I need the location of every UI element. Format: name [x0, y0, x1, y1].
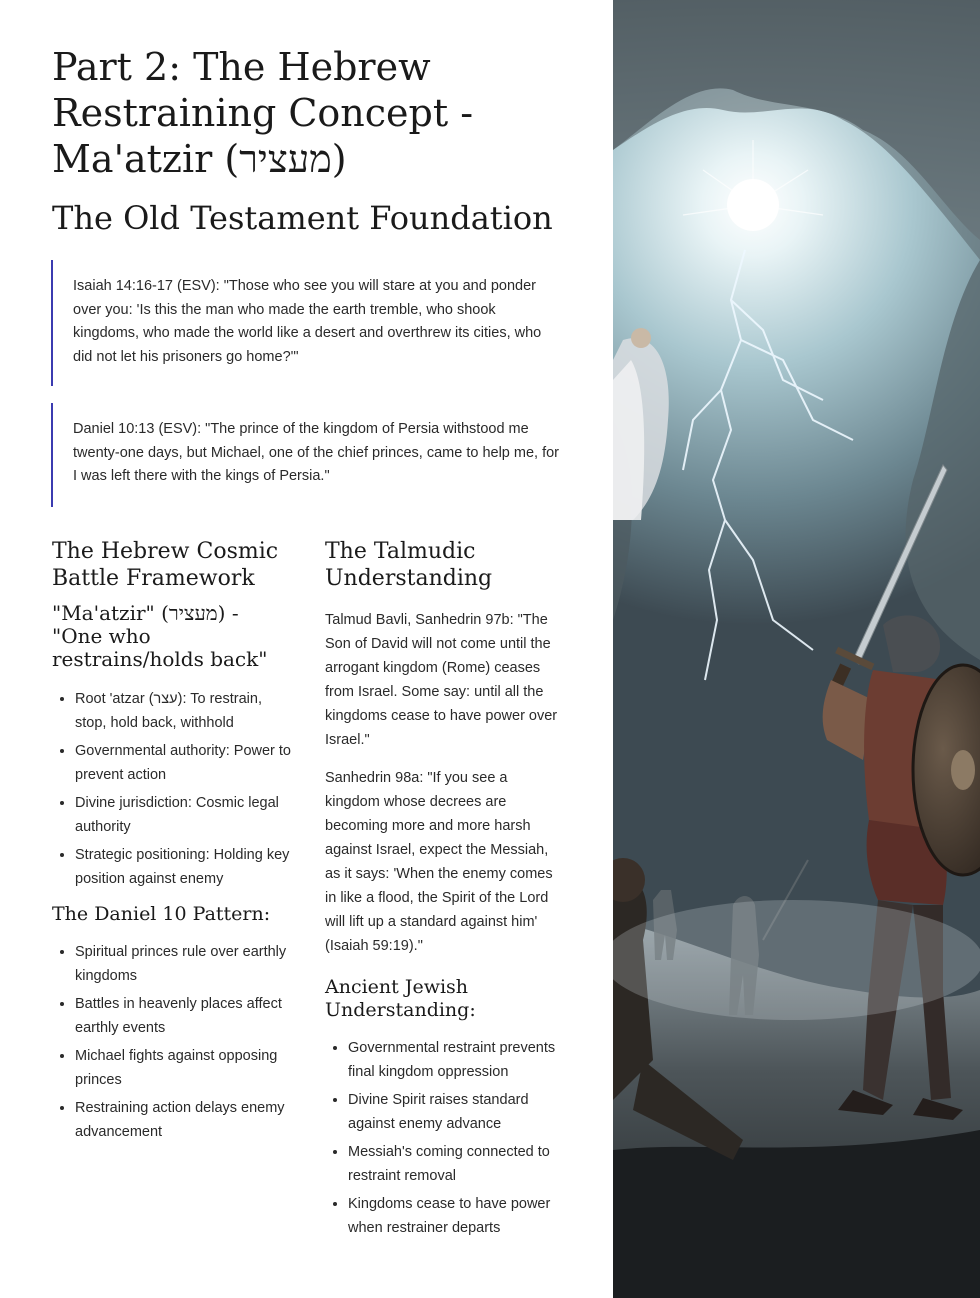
battle-illustration — [613, 0, 980, 1298]
list-item: • Battles in heavenly places affect earthly events — [75, 992, 292, 1040]
right-column — [325, 538, 565, 1244]
list-item: • Divine Spirit raises standard against enemy advance — [348, 1088, 565, 1136]
daniel-pattern-heading: The Daniel 10 Pattern: — [52, 903, 271, 925]
sanhedrin-97b-paragraph: Talmud Bavli, Sanhedrin 97b: "The Son of David will not come until the arrogant kingdom (Rome) ceases from Israel. Some say: until all the kingdoms cease to have power over Israel." — [325, 612, 558, 748]
list-item: • Divine jurisdiction: Cosmic legal authority — [75, 791, 292, 839]
cosmic-battle-heading: The Hebrew Cosmic Battle Framework — [52, 539, 279, 591]
maatzir-term-list — [52, 687, 292, 891]
sanhedrin-98a-paragraph: Sanhedrin 98a: "If you see a kingdom whose decrees are becoming more and more harsh against Israel, expect the Messiah, as it says: 'When the enemy comes in like a flood, the Spirit of the Lord will lift up a standard against him' (Isaiah 59:19)." — [325, 770, 553, 954]
list-item: • Root 'atzar (עצר): To restrain, stop, hold back, withhold — [75, 687, 292, 735]
isaiah-quote: Isaiah 14:16-17 (ESV): "Those who see you will stare at you and ponder over you: 'Is this the man who made the earth tremble, who shook kingdoms, who made the world like a desert and overthrew its cities, who did not let his prisoners go home?'" — [51, 260, 563, 386]
list-item: • Messiah's coming connected to restraint removal — [348, 1140, 565, 1188]
left-column — [52, 538, 292, 1148]
list-item: • Governmental authority: Power to prevent action — [75, 739, 292, 787]
talmudic-heading: The Talmudic Understanding — [325, 539, 493, 591]
maatzir-term-heading: "Ma'atzir" (מעציר) - "One who restrains/holds back" — [52, 601, 268, 671]
list-item: • Strategic positioning: Holding key position against enemy — [75, 843, 292, 891]
list-item: • Governmental restraint prevents final kingdom oppression — [348, 1036, 565, 1084]
daniel-pattern-list — [52, 940, 292, 1144]
list-item: • Michael fights against opposing princes — [75, 1044, 292, 1092]
list-item: • Kingdoms cease to have power when restrainer departs — [348, 1192, 565, 1240]
ancient-understanding-list — [325, 1036, 565, 1240]
daniel-quote: Daniel 10:13 (ESV): "The prince of the kingdom of Persia withstood me twenty-one days, but Michael, one of the chief princes, came to help me, for I was left there with the kings of Persia." — [51, 403, 563, 507]
page-subtitle: The Old Testament Foundation — [52, 199, 553, 237]
list-item: • Restraining action delays enemy advancement — [75, 1096, 292, 1144]
ancient-understanding-heading: Ancient Jewish Understanding: — [325, 976, 476, 1021]
list-item: • Spiritual princes rule over earthly kingdoms — [75, 940, 292, 988]
page-title: Part 2: The Hebrew Restraining Concept - Ma'atzir (מעציר) — [52, 45, 474, 181]
